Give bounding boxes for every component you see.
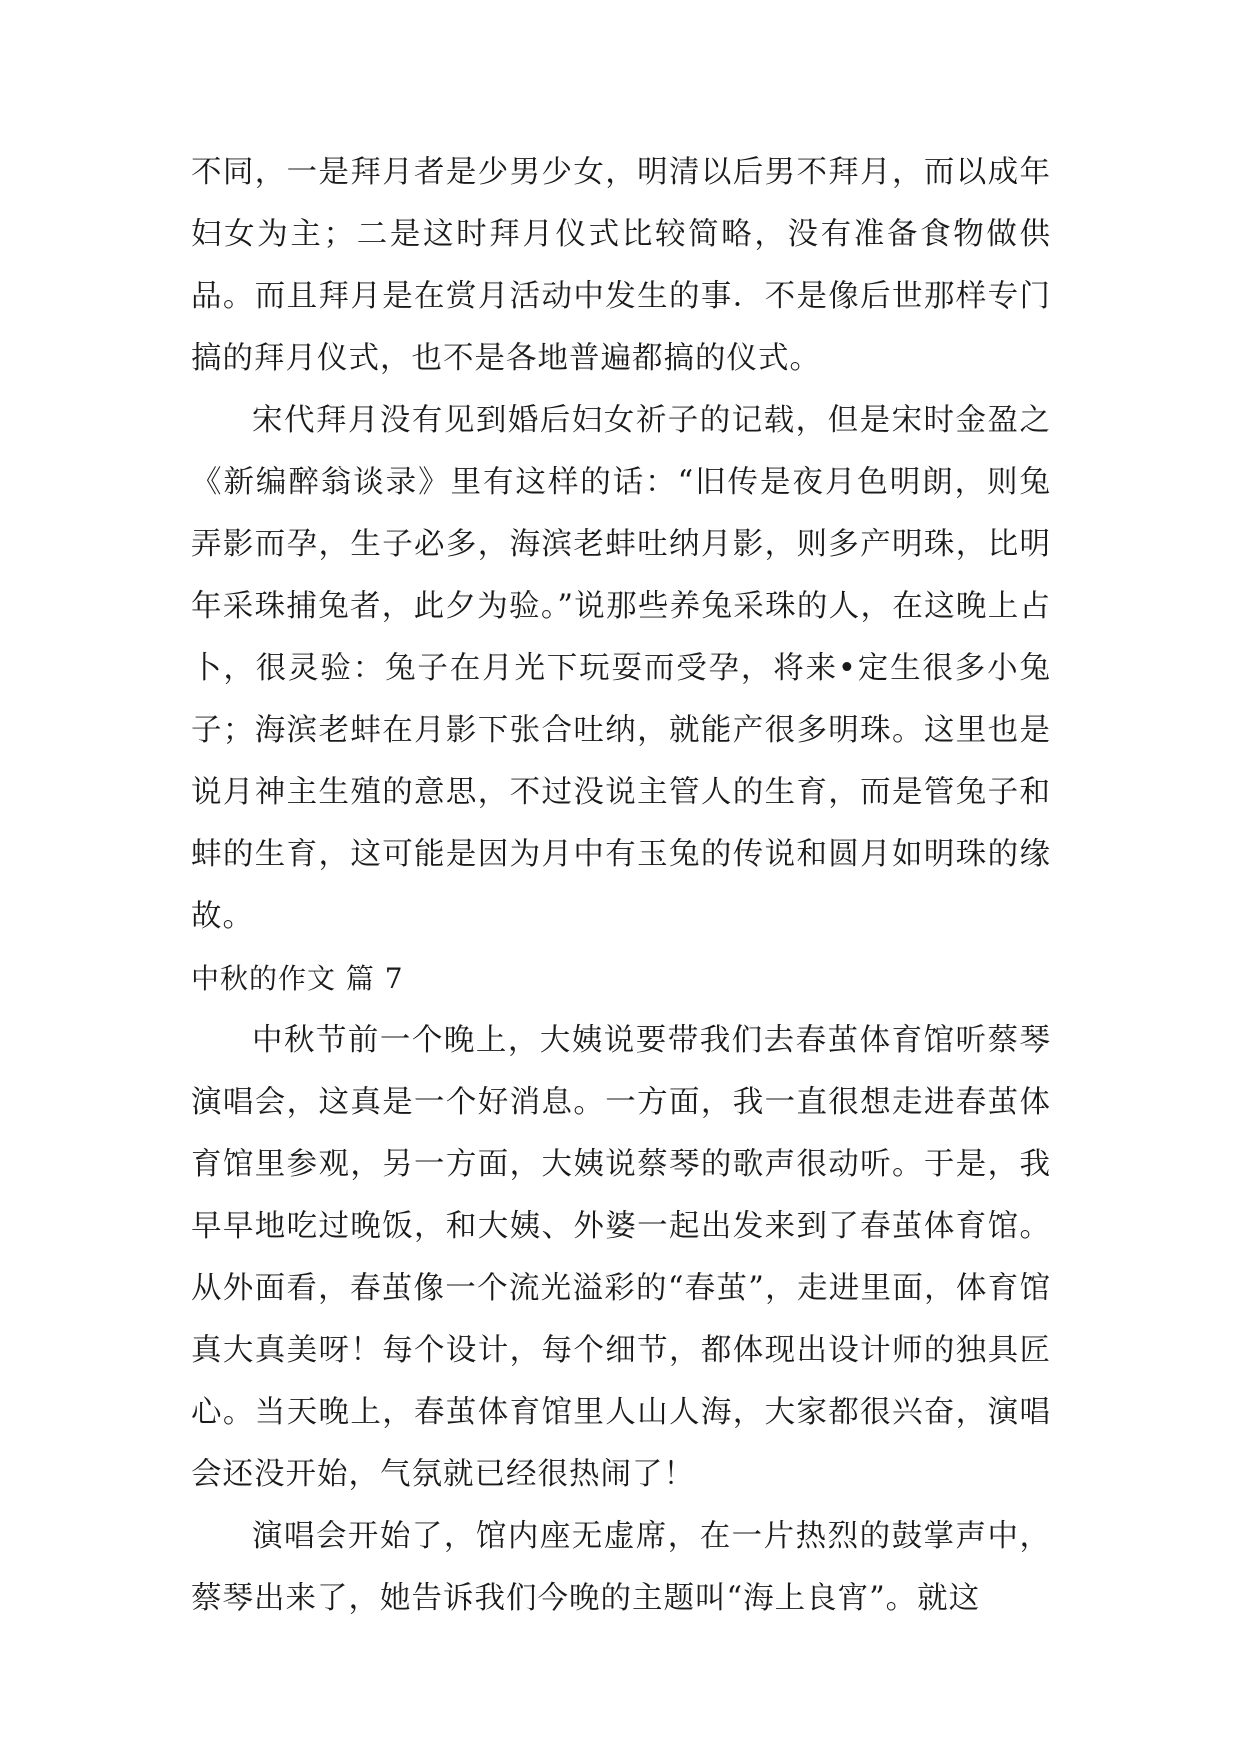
- paragraph-concert-eve: 中秋节前一个晚上，大姨说要带我们去春茧体育馆听蔡琴演唱会，这真是一个好消息。一方面，我一直很想走进春茧体育馆里参观，另一方面，大姨说蔡琴的歌声很动听。于是，我早早地吃过晚饭，和大姨、外婆一起出发来到了春茧体育馆。从外面看，春茧像一个流光溢彩的“春茧”，走进里面，体育馆真大真美呀！每个设计，每个细节，都体现出设计师的独具匠心。当天晚上，春茧体育馆里人山人海，大家都很兴奋，演唱会还没开始，气氛就已经很热闹了！: [191, 1023, 1051, 1492]
- paragraph-song-dynasty: 宋代拜月没有见到婚后妇女祈子的记载，但是宋时金盈之《新编醉翁谈录》里有这样的话：“旧传是夜月色明朗，则兔弄影而孕，生子必多，海滨老蚌吐纳月影，则多产明珠，比明年采珠捕兔者，此夕为验。”说那些养兔采珠的人，在这晚上占卜，很灵验：兔子在月光下玩耍而受孕，将来•定生很多小兔子；海滨老蚌在月影下张合吐纳，就能产很多明珠。这里也是说月神主生殖的意思，不过没说主管人的生育，而是管兔子和蚌的生育，这可能是因为月中有玉兔的传说和圆月如明珠的缘故。: [191, 403, 1051, 934]
- document-body: [191, 142, 1051, 1630]
- essay-heading: 中秋的作文 篇 7: [191, 962, 404, 995]
- paragraph-concert-start: 演唱会开始了，馆内座无虚席，在一片热烈的鼓掌声中，蔡琴出来了，她告诉我们今晚的主题叫“海上良宵”。就这: [191, 1519, 1051, 1616]
- paragraph-worship-moon: 不同，一是拜月者是少男少女，明清以后男不拜月，而以成年妇女为主；二是这时拜月仪式比较简略，没有准备食物做供品。而且拜月是在赏月活动中发生的事．不是像后世那样专门搞的拜月仪式，也不是各地普遍都搞的仪式。: [191, 155, 1051, 376]
